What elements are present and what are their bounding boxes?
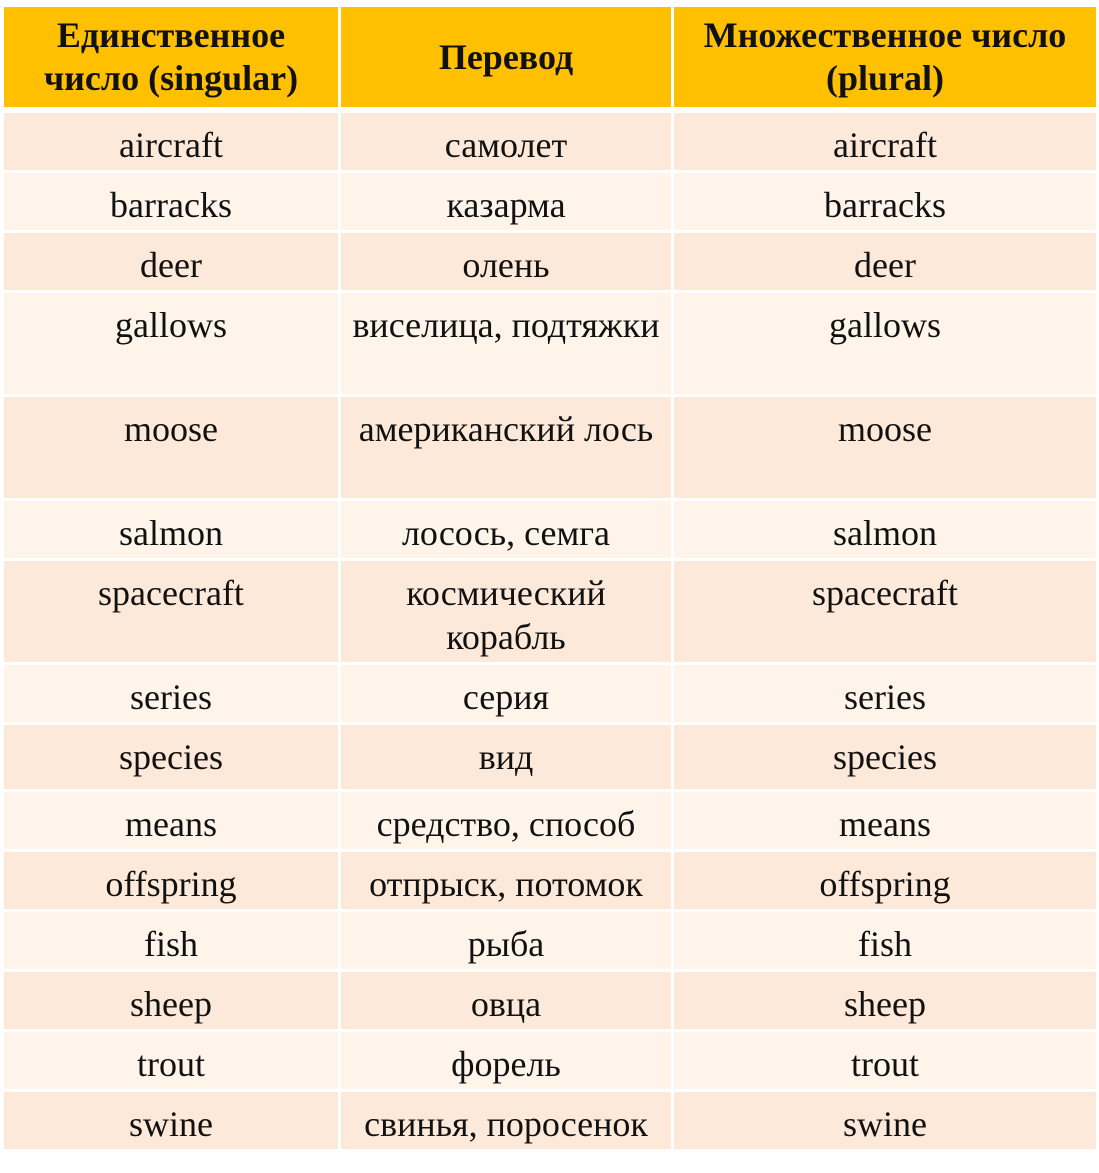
header-plural: Множественное число (plural) <box>673 6 1098 111</box>
cell-singular: fish <box>3 911 340 971</box>
cell-singular: offspring <box>3 851 340 911</box>
cell-plural: barracks <box>673 172 1098 232</box>
cell-plural: spacecraft <box>673 560 1098 664</box>
table-row <box>3 110 1098 172</box>
table-row <box>3 971 1098 1031</box>
cell-singular: trout <box>3 1031 340 1091</box>
cell-singular: salmon <box>3 500 340 560</box>
table-row <box>3 396 1098 500</box>
table-row <box>3 664 1098 724</box>
table-row <box>3 560 1098 664</box>
cell-translation: виселица, подтяжки <box>340 292 673 396</box>
cell-plural: swine <box>673 1091 1098 1151</box>
cell-plural: fish <box>673 911 1098 971</box>
cell-plural: trout <box>673 1031 1098 1091</box>
cell-translation: овца <box>340 971 673 1031</box>
header-translation: Перевод <box>340 6 673 111</box>
cell-singular: aircraft <box>3 110 340 172</box>
cell-translation: казарма <box>340 172 673 232</box>
table-row <box>3 851 1098 911</box>
cell-plural: series <box>673 664 1098 724</box>
cell-translation: олень <box>340 232 673 292</box>
cell-singular: barracks <box>3 172 340 232</box>
table-row <box>3 1091 1098 1151</box>
cell-translation: вид <box>340 724 673 791</box>
cell-translation: самолет <box>340 110 673 172</box>
header-row <box>3 6 1098 111</box>
table-row <box>3 724 1098 791</box>
cell-translation: американский лось <box>340 396 673 500</box>
cell-translation: отпрыск, потомок <box>340 851 673 911</box>
cell-singular: sheep <box>3 971 340 1031</box>
table-row <box>3 911 1098 971</box>
table-row <box>3 1031 1098 1091</box>
table-row <box>3 292 1098 396</box>
cell-translation: рыба <box>340 911 673 971</box>
cell-plural: means <box>673 791 1098 851</box>
cell-singular: species <box>3 724 340 791</box>
cell-plural: species <box>673 724 1098 791</box>
table-row <box>3 500 1098 560</box>
cell-plural: aircraft <box>673 110 1098 172</box>
cell-singular: deer <box>3 232 340 292</box>
cell-singular: series <box>3 664 340 724</box>
cell-singular: swine <box>3 1091 340 1151</box>
cell-translation: свинья, поросенок <box>340 1091 673 1151</box>
cell-translation: космический корабль <box>340 560 673 664</box>
table-row <box>3 232 1098 292</box>
cell-plural: deer <box>673 232 1098 292</box>
cell-plural: gallows <box>673 292 1098 396</box>
cell-translation: форель <box>340 1031 673 1091</box>
cell-plural: sheep <box>673 971 1098 1031</box>
cell-singular: spacecraft <box>3 560 340 664</box>
table-row <box>3 172 1098 232</box>
cell-translation: средство, способ <box>340 791 673 851</box>
cell-translation: лосось, семга <box>340 500 673 560</box>
cell-singular: means <box>3 791 340 851</box>
table-row <box>3 791 1098 851</box>
header-singular: Единственное число (singular) <box>3 6 340 111</box>
cell-singular: gallows <box>3 292 340 396</box>
cell-plural: offspring <box>673 851 1098 911</box>
cell-plural: moose <box>673 396 1098 500</box>
cell-translation: серия <box>340 664 673 724</box>
cell-plural: salmon <box>673 500 1098 560</box>
nouns-table <box>1 4 1099 1152</box>
cell-singular: moose <box>3 396 340 500</box>
